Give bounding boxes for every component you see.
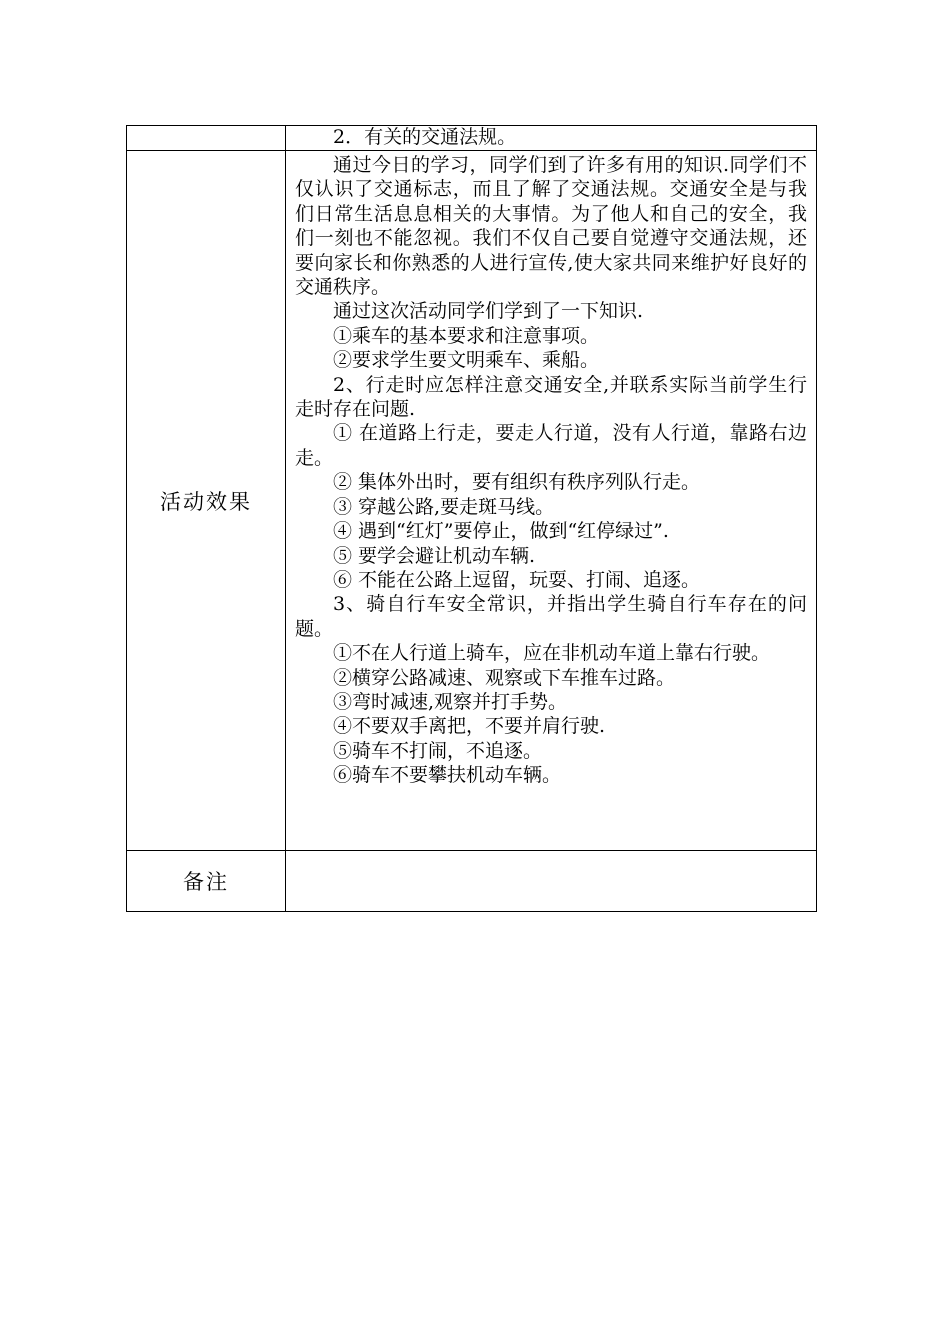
row-content-notes: [286, 851, 817, 912]
effect-paragraph: ⑥骑车不要攀扶机动车辆。: [333, 764, 562, 787]
row-label-activity-effect: 活动效果: [127, 151, 286, 851]
row-label-empty: [127, 126, 286, 151]
effect-paragraph: 2、行走时应怎样注意交通安全,并联系实际当前学生行走时存在问题.: [295, 373, 807, 421]
effect-paragraph: ①不在人行道上骑车，应在非机动车道上靠右行驶。: [333, 642, 771, 665]
row-content-regulations: [286, 126, 817, 151]
table-row-activity-effect: [127, 151, 817, 851]
effect-paragraph: 通过这次活动同学们学到了一下知识.: [333, 300, 644, 323]
effect-paragraph: ⑥ 不能在公路上逗留，玩耍、打闹、追逐。: [333, 568, 701, 591]
effect-paragraph: 通过今日的学习，同学们到了许多有用的知识.同学们不仅认识了交通标志，而且了解了交通法规。交通安全是与我们日常生活息息相关的大事情。为了他人和自己的安全，我们一刻也不能忽视。我们不仅自己要自觉遵守交通法规，还要向家长和你熟悉的人进行宣传,使大家共同来维护好良好的交通秩序。: [295, 154, 807, 299]
effect-paragraph: ②要求学生要文明乘车、乘船。: [333, 349, 600, 372]
effect-paragraph: ④ 遇到“红灯”要停止，做到“红停绿过”.: [333, 520, 669, 543]
effect-paragraph: ④不要双手离把，不要并肩行驶.: [333, 715, 606, 738]
effect-paragraph: ② 集体外出时，要有组织有秩序列队行走。: [333, 471, 701, 494]
effect-paragraph: ⑤ 要学会避让机动车辆.: [333, 544, 536, 567]
regulations-text: 2．有关的交通法规。: [333, 126, 517, 148]
row-content-activity-effect: [286, 151, 817, 851]
effect-paragraph: ③弯时减速,观察并打手势。: [333, 690, 568, 713]
effect-paragraph: 3、骑自行车安全常识，并指出学生骑自行车存在的问题。: [295, 593, 807, 640]
effect-paragraph: ① 在道路上行走，要走人行道，没有人行道，靠路右边走。: [295, 422, 807, 469]
effect-paragraph: ①乘车的基本要求和注意事项。: [333, 324, 600, 347]
effect-paragraph: ③ 穿越公路,要走斑马线。: [333, 495, 555, 518]
table-row-notes: [127, 851, 817, 912]
effect-paragraph: ②横穿公路减速、观察或下车推车过路。: [333, 666, 676, 689]
activity-record-table: [126, 125, 817, 912]
effect-paragraph: ⑤骑车不打闹，不追逐。: [333, 739, 543, 762]
row-label-notes: 备注: [127, 851, 286, 912]
table-row-regulations: [127, 126, 817, 151]
